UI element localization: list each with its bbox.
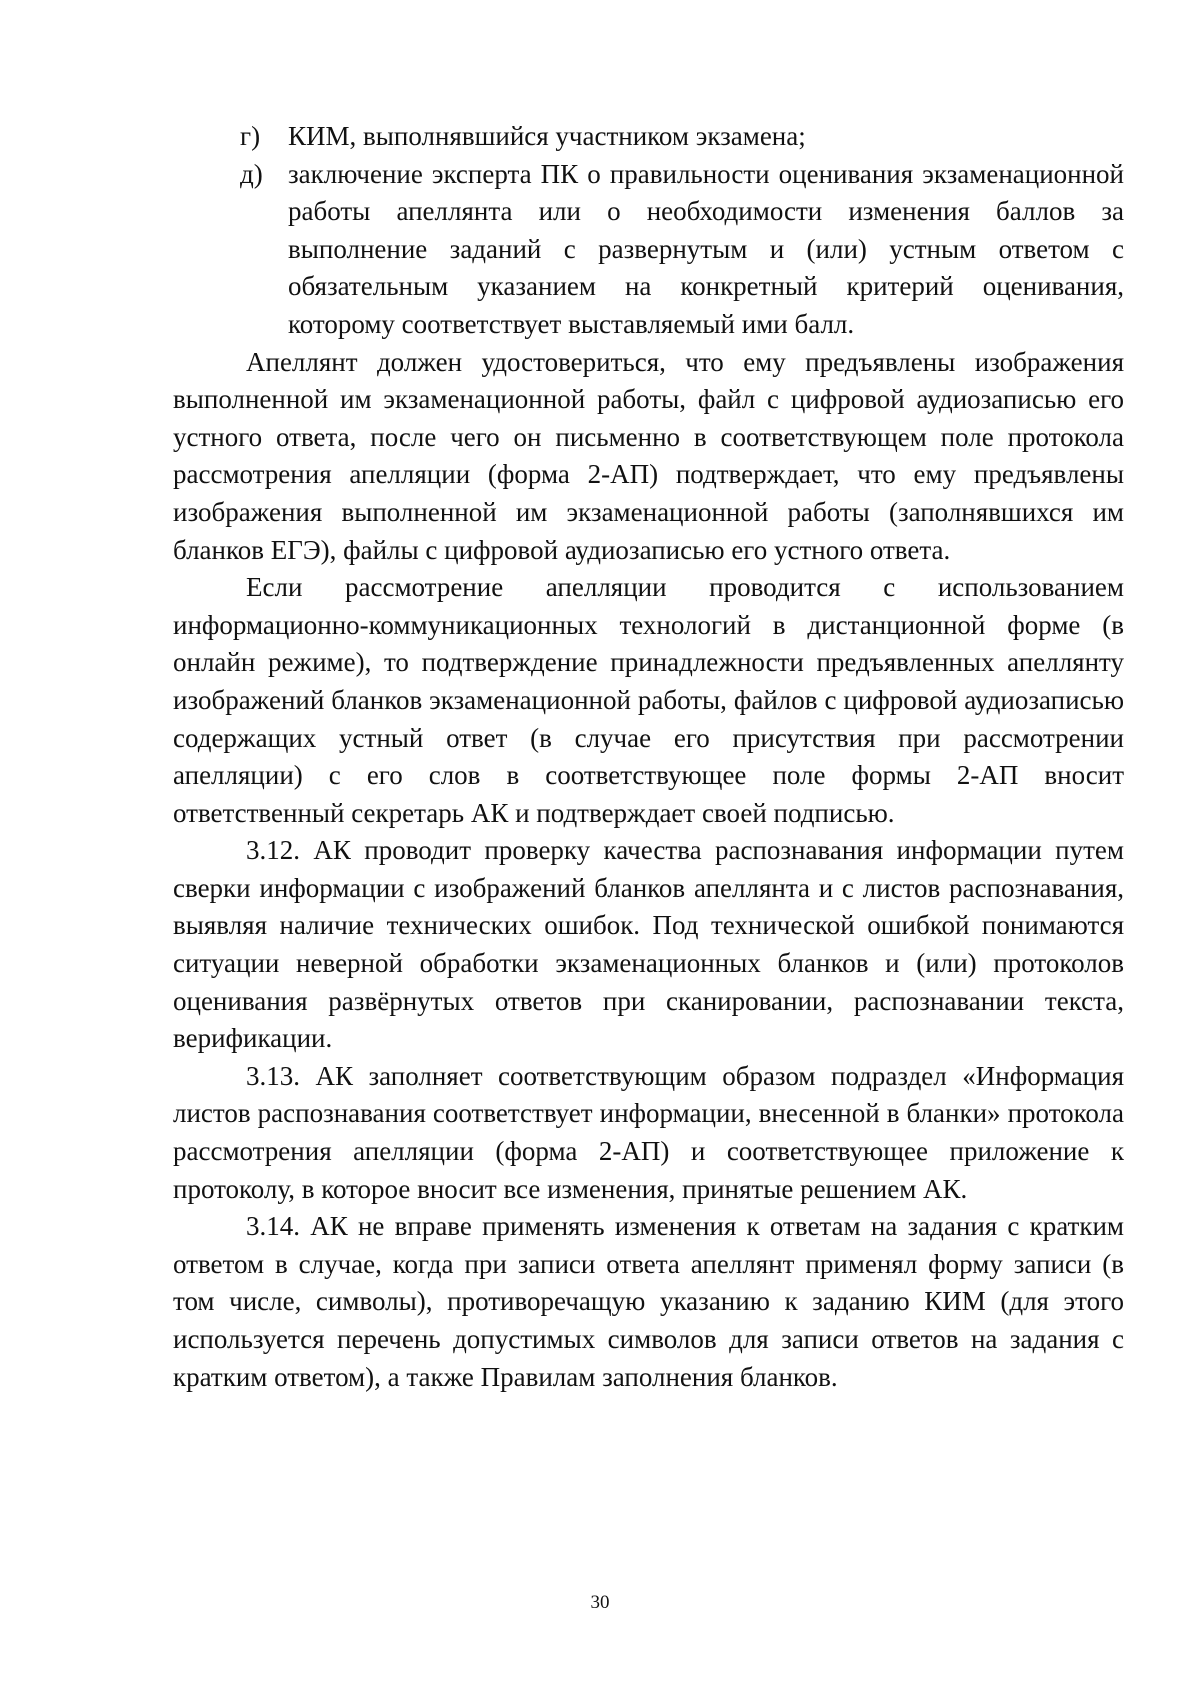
list-item-d bbox=[173, 156, 1124, 344]
page-number: 30 bbox=[590, 1592, 610, 1613]
paragraph-3-13: 3.13. АК заполняет соответствующим образом подраздел «Информация листов распознавания соответствует информации, внесенной в бланки» протокола рассмотрения апелляции (форма 2-АП) и соответствующее приложение к протоколу, в которое вносит все изменения, принятые решением АК. bbox=[173, 1060, 1124, 1204]
list-item-text: заключение эксперта ПК о правильности оценивания экзаменационной работы апеллянта или о необходимости изменения баллов за выполнение заданий с развернутым и (или) устным ответом с обязательным указанием на конкретный критерий оценивания, которому соответствует выставляемый ими балл. bbox=[288, 158, 1124, 339]
list-item-g bbox=[173, 118, 1124, 156]
list-item-text: КИМ, выполнявшийся участником экзамена; bbox=[288, 121, 806, 151]
paragraph-online-appeal: Если рассмотрение апелляции проводится с использованием информационно-коммуникационных технологий в дистанционной форме (в онлайн режиме), то подтверждение принадлежности предъявленных апеллянту изображений бланков экзаменационной работы, файлов с цифровой аудиозаписью содержащих устный ответ (в случае его присутствия при рассмотрении апелляции) с его слов в соответствующее поле формы 2-АП вносит ответственный секретарь АК и подтверждает своей подписью. bbox=[173, 572, 1124, 828]
page-body bbox=[173, 118, 1124, 1396]
list-marker: д) bbox=[240, 158, 263, 189]
list-marker: г) bbox=[240, 121, 261, 151]
paragraph-3-14: 3.14. АК не вправе применять изменения к ответам на задания с кратким ответом в случае, когда при записи ответа апеллянт применял форму записи (в том числе, символы), противоречащую указанию к заданию КИМ (для этого используется перечень допустимых символов для записи ответов на задания с кратким ответом), а также Правилам заполнения бланков. bbox=[173, 1211, 1124, 1392]
paragraph-3-12: 3.12. АК проводит проверку качества распознавания информации путем сверки информации с изображений бланков апеллянта и с листов распознавания, выявляя наличие технических ошибок. Под технической ошибкой понимаются ситуации неверной обработки экзаменационных бланков и (или) протоколов оценивания развёрнутых ответов при сканировании, распознавании текста, верификации. bbox=[173, 835, 1124, 1054]
paragraph-appellant-confirmation: Апеллянт должен удостовериться, что ему предъявлены изображения выполненной им экзаменационной работы, файл с цифровой аудиозаписью его устного ответа, после чего он письменно в соответствующем поле протокола рассмотрения апелляции (форма 2-АП) подтверждает, что ему предъявлены изображения выполненной им экзаменационной работы (заполнявшихся им бланков ЕГЭ), файлы с цифровой аудиозаписью его устного ответа. bbox=[173, 346, 1124, 565]
